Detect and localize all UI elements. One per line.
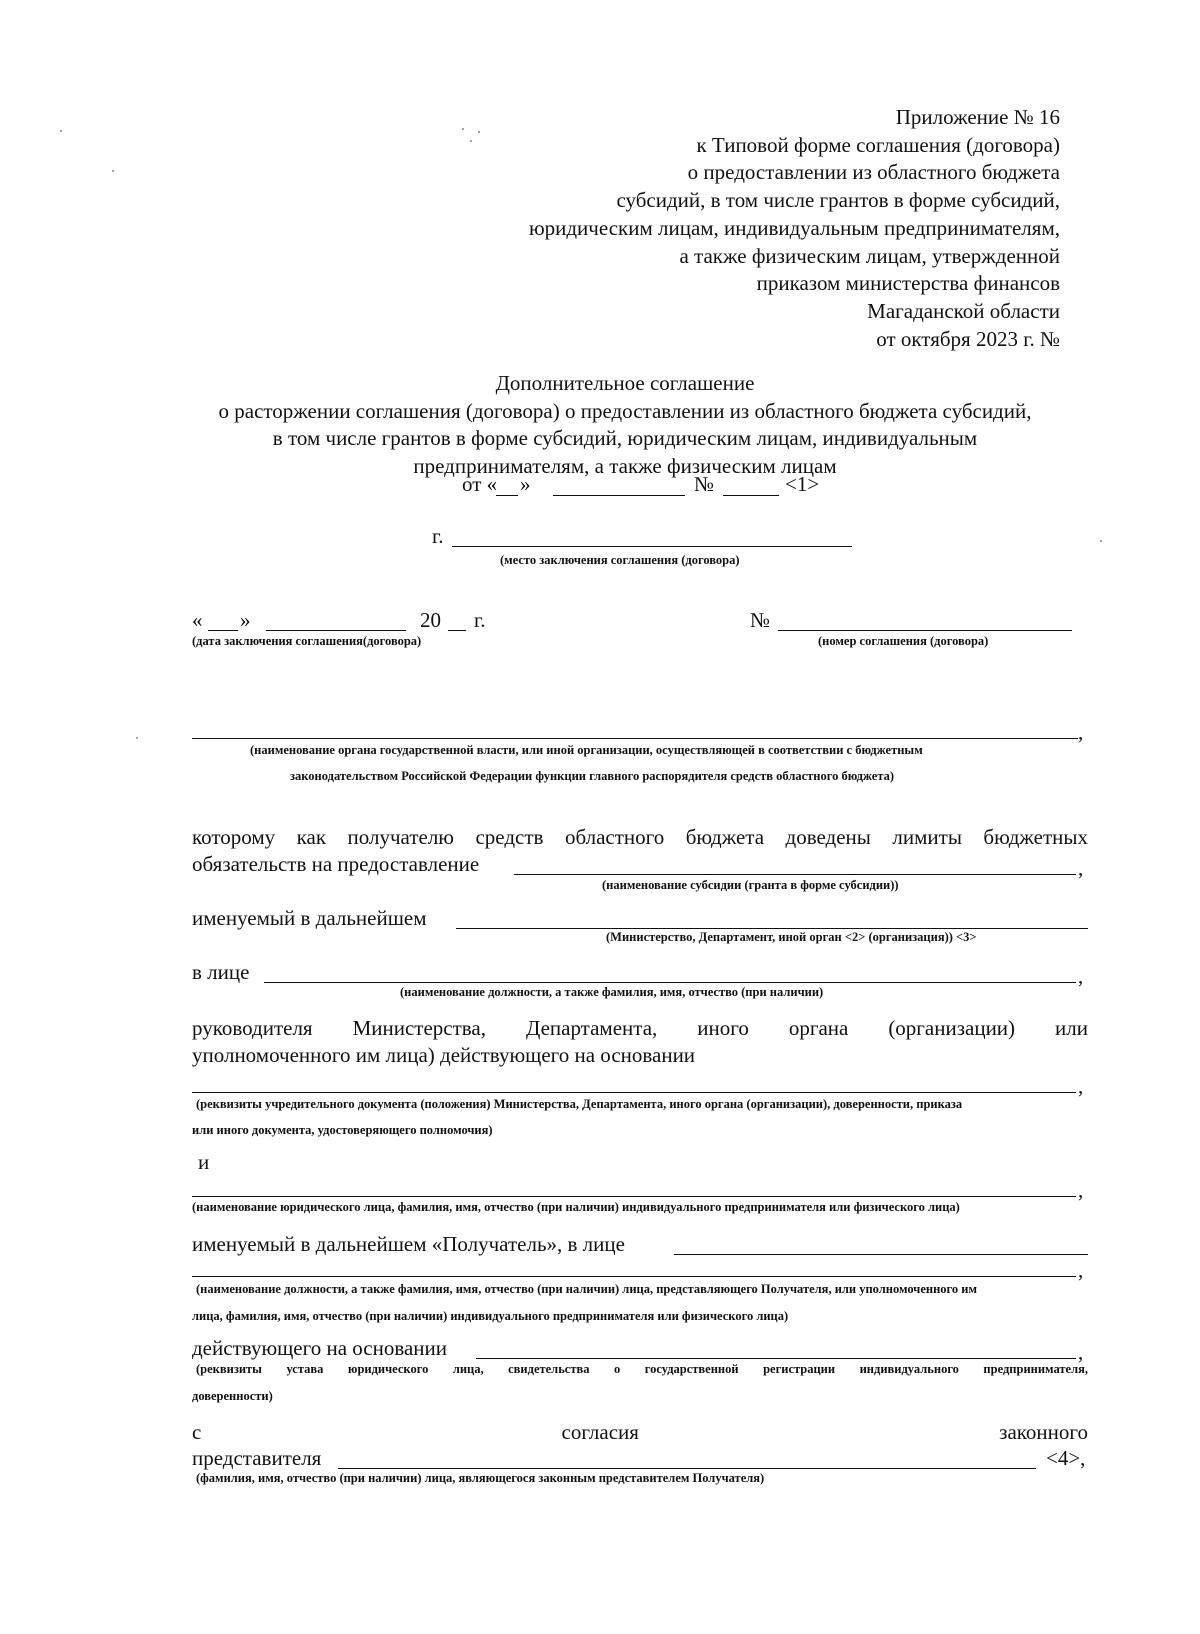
- recipient-comma: ,: [1078, 1178, 1084, 1202]
- in-person-comma: ,: [1078, 964, 1084, 988]
- rep-caption-line2: лица, фамилия, имя, отчество (при наличии) индивидуального предпринимателя или физического лица): [192, 1309, 789, 1323]
- head-word: Департамента,: [525, 1016, 658, 1040]
- title-line: Дополнительное соглашение: [495, 371, 755, 395]
- scan-speck: [462, 128, 464, 130]
- basis-caption-line2: или иного документа, удостоверяющего полномочия): [192, 1123, 493, 1137]
- date-open-quote: «: [192, 608, 203, 632]
- title-line: о расторжении соглашения (договора) о предоставлении из областного бюджета субсидий,: [218, 398, 1032, 423]
- date-year-prefix: 20: [420, 608, 441, 632]
- in-person-caption: (наименование должности, а также фамилия, имя, отчество (при наличии): [400, 985, 824, 999]
- hereinafter-label: именуемый в дальнейшем: [192, 906, 427, 930]
- acting-caption-line1: (реквизиты устава юридического лица, свидетельства о государственной регистрации индивидуального предпринимателя,: [196, 1362, 1088, 1376]
- scan-speck: [136, 737, 138, 739]
- hereinafter-blank: [456, 928, 1088, 929]
- date-year-blank: [448, 630, 466, 631]
- title-date-prefix: от «: [462, 472, 498, 496]
- recipient-blank: [192, 1196, 1076, 1197]
- date-day-blank: [208, 630, 238, 631]
- date-caption: (дата заключения соглашения(договора): [192, 634, 422, 648]
- para1-line2: обязательств на предоставление: [192, 852, 480, 876]
- appendix-line: Магаданской области: [867, 298, 1060, 323]
- subsidy-blank: [514, 874, 1076, 875]
- agreement-number-caption: (номер соглашения (договора): [818, 634, 989, 648]
- scan-speck: [470, 140, 472, 142]
- authority-blank: [192, 738, 1078, 739]
- title-line: предпринимателям, а также физическим лицам: [413, 453, 837, 478]
- appendix-line: а также физическим лицам, утвержденной: [679, 243, 1060, 268]
- place-blank: [452, 546, 852, 547]
- recipient-hereinafter: именуемый в дальнейшем «Получатель», в лице: [192, 1232, 625, 1256]
- appendix-line: субсидий, в том числе грантов в форме субсидий,: [616, 188, 1060, 213]
- representative-blank: [192, 1276, 1076, 1277]
- title-number-blank: [723, 495, 779, 496]
- acting-basis-comma: ,: [1078, 1340, 1084, 1364]
- head-word: руководителя: [192, 1016, 313, 1040]
- footnote-4: <4>,: [1046, 1446, 1086, 1470]
- recipient-person-blank: [674, 1254, 1088, 1255]
- title-number-sign: №: [694, 472, 715, 496]
- in-person-label: в лице: [192, 960, 250, 984]
- basis-comma: ,: [1078, 1074, 1084, 1098]
- title-footnote: <1>: [785, 472, 820, 496]
- subsidy-caption: (наименование субсидии (гранта в форме субсидии)): [602, 878, 899, 892]
- title-day-blank: [496, 495, 518, 496]
- in-person-blank: [264, 982, 1076, 983]
- consent-line: [192, 1420, 1088, 1445]
- acting-basis-label: действующего на основании: [192, 1336, 448, 1360]
- acting-caption-line2: доверенности): [192, 1389, 273, 1403]
- hereinafter-caption: (Министерство, Департамент, иной орган <2> (организация)) <3>: [606, 930, 977, 944]
- and-label: и: [198, 1150, 210, 1174]
- authority-caption-line1: (наименование органа государственной власти, или иной организации, осуществляющей в соответствии с бюджетным: [250, 743, 923, 757]
- head-word: (организации): [888, 1016, 1016, 1040]
- head-word: или: [1055, 1016, 1088, 1040]
- head-word: иного: [697, 1016, 749, 1040]
- appendix-line: о предоставлении из областного бюджета: [687, 160, 1060, 185]
- appendix-line: Приложение № 16: [895, 105, 1060, 129]
- para1-text: которому как получателю средств областного бюджета доведены лимиты бюджетных: [192, 825, 1088, 849]
- head-word: Министерства,: [352, 1016, 486, 1040]
- date-close-quote: »: [240, 608, 251, 632]
- document-title: [150, 370, 1100, 480]
- recipient-caption: (наименование юридического лица, фамилия, имя, отчество (при наличии) индивидуального предпринимателя или физического лица): [192, 1200, 960, 1214]
- appendix-line: юридическим лицам, индивидуальным предпринимателям,: [528, 215, 1060, 240]
- consent-word: с: [192, 1420, 202, 1444]
- authority-comma: ,: [1078, 720, 1084, 744]
- title-line: в том числе грантов в форме субсидий, юридическим лицам, индивидуальным: [272, 426, 978, 450]
- para1-line1: [192, 825, 1088, 850]
- head-line2: уполномоченного им лица) действующего на основании: [192, 1043, 696, 1067]
- acting-basis-blank: [476, 1358, 1076, 1359]
- legal-rep-blank: [338, 1468, 1036, 1469]
- consent-word: согласия: [561, 1420, 639, 1444]
- representative-comma: ,: [1078, 1258, 1084, 1282]
- title-date-mid: »: [520, 472, 531, 496]
- scan-speck: [112, 170, 114, 172]
- date-month-blank: [266, 630, 406, 631]
- legal-rep-caption: (фамилия, имя, отчество (при наличии) лица, являющегося законным представителем Получателя): [196, 1471, 765, 1485]
- consent-word: законного: [999, 1420, 1088, 1444]
- basis-blank: [192, 1092, 1076, 1093]
- appendix-line: к Типовой форме соглашения (договора): [696, 132, 1060, 157]
- appendix-line: от октября 2023 г. №: [876, 326, 1060, 351]
- agreement-number-sign: №: [750, 608, 771, 632]
- place-caption: (место заключения соглашения (договора): [500, 553, 740, 567]
- agreement-number-blank: [778, 630, 1072, 631]
- appendix-block: [529, 104, 1060, 353]
- head-word: органа: [788, 1016, 849, 1040]
- representative-label: представителя: [192, 1446, 322, 1470]
- basis-caption-line1: (реквизиты учредительного документа (положения) Министерства, Департамента, иного органа (организации), доверенности, приказа: [196, 1097, 963, 1111]
- head-line1: [192, 1016, 1088, 1041]
- scan-speck: [1100, 540, 1102, 542]
- authority-caption-line2: законодательством Российской Федерации функции главного распорядителя средств областного бюджета): [290, 769, 895, 783]
- subsidy-comma: ,: [1078, 856, 1084, 880]
- date-year-suffix: г.: [474, 608, 486, 632]
- appendix-line: приказом министерства финансов: [756, 271, 1060, 296]
- scan-speck: [60, 130, 62, 132]
- title-month-blank: [553, 495, 685, 496]
- rep-caption-line1: (наименование должности, а также фамилия, имя, отчество (при наличии) лица, представляющего Получателя, или уполномоченного им: [196, 1282, 977, 1296]
- scan-speck: [478, 131, 480, 133]
- place-prefix: г.: [432, 524, 444, 548]
